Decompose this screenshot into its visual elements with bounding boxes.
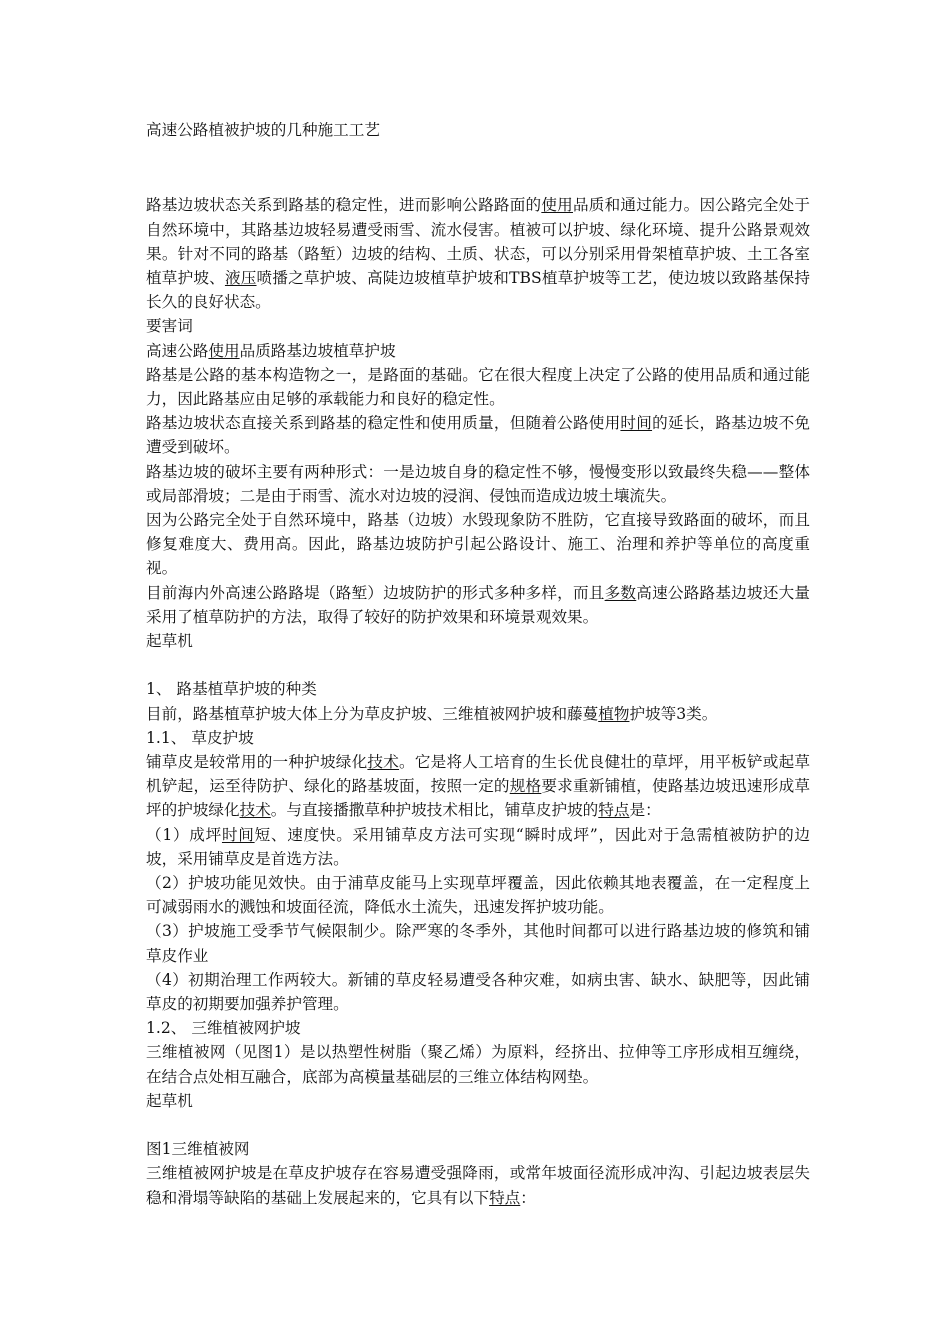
underlined-term: 时间 <box>620 414 653 433</box>
text-run: 1、 路基植草护坡的种类 <box>146 680 317 699</box>
document-title: 高速公路植被护坡的几种施工工艺 <box>146 121 380 139</box>
text-run: 路基边坡状态直接关系到路基的稳定性和使用质量，但随着公路使用 <box>146 414 621 433</box>
paragraph <box>146 508 810 581</box>
intro-section <box>146 363 810 653</box>
paragraph <box>146 1089 810 1113</box>
text-run: 铺草皮是较常用的一种护坡绿化 <box>146 753 368 772</box>
paragraph <box>146 1161 810 1209</box>
text-run: 三维植被网（见图1）是以热塑性树脂（聚乙烯）为原料，经挤出、拉伸等工序形成相互缠绕，在结合点处相互融合，底部为高模量基础层的三维立体结构网垫。 <box>146 1043 810 1086</box>
paragraph <box>146 750 810 823</box>
underlined-term: 特点 <box>489 1188 521 1207</box>
paragraph <box>146 823 810 871</box>
text-run: 护坡等3类。 <box>629 704 718 723</box>
underlined-term: 使用 <box>541 196 573 215</box>
text-run: 起草机 <box>146 632 193 651</box>
underlined-term: 液压 <box>224 269 257 287</box>
text-run: 路基边坡的破坏主要有两种形式：一是边坡自身的稳定性不够，慢慢变形以致最终失稳——整体或局部滑坡；二是由于雨雪、流水对边坡的浸润、侵蚀而造成边坡土壤流失。 <box>146 462 810 505</box>
underlined-term: 使用 <box>208 341 240 360</box>
text-run: 1.1、 草皮护坡 <box>146 728 254 747</box>
title-gap <box>146 142 810 169</box>
underlined-term: 特点 <box>598 801 630 820</box>
text-run: （4）初期治理工作两较大。新铺的草皮轻易遭受各种灾难，如病虫害、缺水、缺肥等，因此铺草皮的初期要加强养护管理。 <box>146 970 810 1014</box>
text-run: 目前海内外高速公路路堤（路堑）边坡防护的形式多种多样，而且 <box>146 583 605 602</box>
text-run: 品质和通过能力。因公路完全处于自然环境中，其路基边坡轻易遭受雨雪、流水侵害。植被可以护坡、绿化环境、提升公路景观效果。针对不同的路基（路堑）边坡的结构、土质、状态，可以分别采用骨架植草护坡、土工各室植草护坡、 <box>146 196 810 287</box>
text-run: 是： <box>629 801 661 820</box>
paragraph <box>146 460 810 508</box>
paragraph <box>146 871 810 919</box>
text-run: 品质路基边坡植草护坡 <box>239 341 396 360</box>
text-run: 要求重新铺植，使路基边坡迅速形成草坪的护坡绿化 <box>146 777 810 820</box>
text-run: 。与直接播撒草种护坡技术相比，铺草皮护坡的 <box>270 801 599 820</box>
underlined-term: 多数 <box>604 583 637 602</box>
underlined-term: 植物 <box>598 704 630 723</box>
underlined-term: 技术 <box>239 801 271 820</box>
paragraph <box>146 726 810 750</box>
text-run: 的延长，路基边坡不免遭受到破坏。 <box>146 414 810 457</box>
figure-section <box>146 1137 810 1210</box>
text-run: 短、速度快。采用铺草皮方法可实现“瞬时成坪”，因此对于急需植被防护的边坡，采用铺草皮是首选方法。 <box>146 825 810 868</box>
paragraph <box>146 702 810 726</box>
text-run: （3）护坡施工受季节气候限制少。除严寒的冬季外，其他时间都可以进行路基边坡的修筑和铺草皮作业 <box>146 922 810 965</box>
blank-line <box>146 169 810 193</box>
text-run: 1.2、 三维植被网护坡 <box>146 1019 301 1038</box>
paragraph <box>146 629 810 653</box>
underlined-term: 时间 <box>221 825 255 844</box>
text-run: 起草机 <box>146 1091 193 1110</box>
text-run: 图1三维植被网 <box>146 1140 250 1159</box>
paragraph <box>146 363 810 411</box>
paragraph <box>146 581 810 629</box>
paragraph <box>146 677 810 701</box>
underlined-term: 规格 <box>509 777 542 796</box>
text-run: 喷播之草护坡、高陡边坡植草护坡和TBS植草护坡等工艺，使边坡以致路基保持长久的良好状态。 <box>146 269 810 312</box>
paragraph <box>146 1137 810 1161</box>
abstract-paragraph <box>146 193 810 314</box>
text-run: 路基边坡状态关系到路基的稳定性，进而影响公路路面的 <box>146 196 542 215</box>
paragraph <box>146 919 810 967</box>
paragraph <box>146 968 810 1016</box>
document-page <box>146 118 810 1210</box>
section-1 <box>146 677 810 1113</box>
keywords-line <box>146 339 810 363</box>
text-run: 三维植被网护坡是在草皮护坡存在容易遭受强降雨，或常年坡面径流形成冲沟、引起边坡表层失稳和滑塌等缺陷的基础上发展起来的，它具有以下 <box>146 1164 810 1207</box>
text-run: ： <box>520 1188 536 1207</box>
text-run: 路基是公路的基本构造物之一，是路面的基础。它在很大程度上决定了公路的使用品质和通过能力，因此路基应由足够的承载能力和良好的稳定性。 <box>146 365 810 409</box>
text-run: 高速公路 <box>146 341 209 360</box>
text-run: （1）成坪 <box>146 825 222 844</box>
blank-line <box>146 653 810 677</box>
keywords-label: 要害词 <box>146 317 193 336</box>
text-run: 因为公路完全处于自然环境中，路基（边坡）水毁现象防不胜防，它直接导致路面的破坏，而且修复难度大、费用高。因此，路基边坡防护引起公路设计、施工、治理和养护等单位的高度重视。 <box>146 511 810 578</box>
paragraph <box>146 411 810 459</box>
paragraph <box>146 1016 810 1040</box>
blank-line <box>146 1113 810 1137</box>
text-run: 。它是将人工培育的生长优良健壮的草坪，用平板铲或起草机铲起，运至待防护、绿化的路基坡面，按照一定的 <box>146 753 810 796</box>
text-run: 高速公路路基边坡还大量采用了植草防护的方法，取得了较好的防护效果和环境景观效果。 <box>146 583 810 626</box>
underlined-term: 技术 <box>367 753 400 772</box>
text-run: 目前，路基植草护坡大体上分为草皮护坡、三维植被网护坡和藤蔓 <box>146 704 599 723</box>
text-run: （2）护坡功能见效快。由于浦草皮能马上实现草坪覆盖，因此依赖其地表覆盖，在一定程度上可减弱雨水的溅蚀和坡面径流，降低水土流失，迅速发挥护坡功能。 <box>146 874 810 917</box>
paragraph <box>146 1040 810 1088</box>
